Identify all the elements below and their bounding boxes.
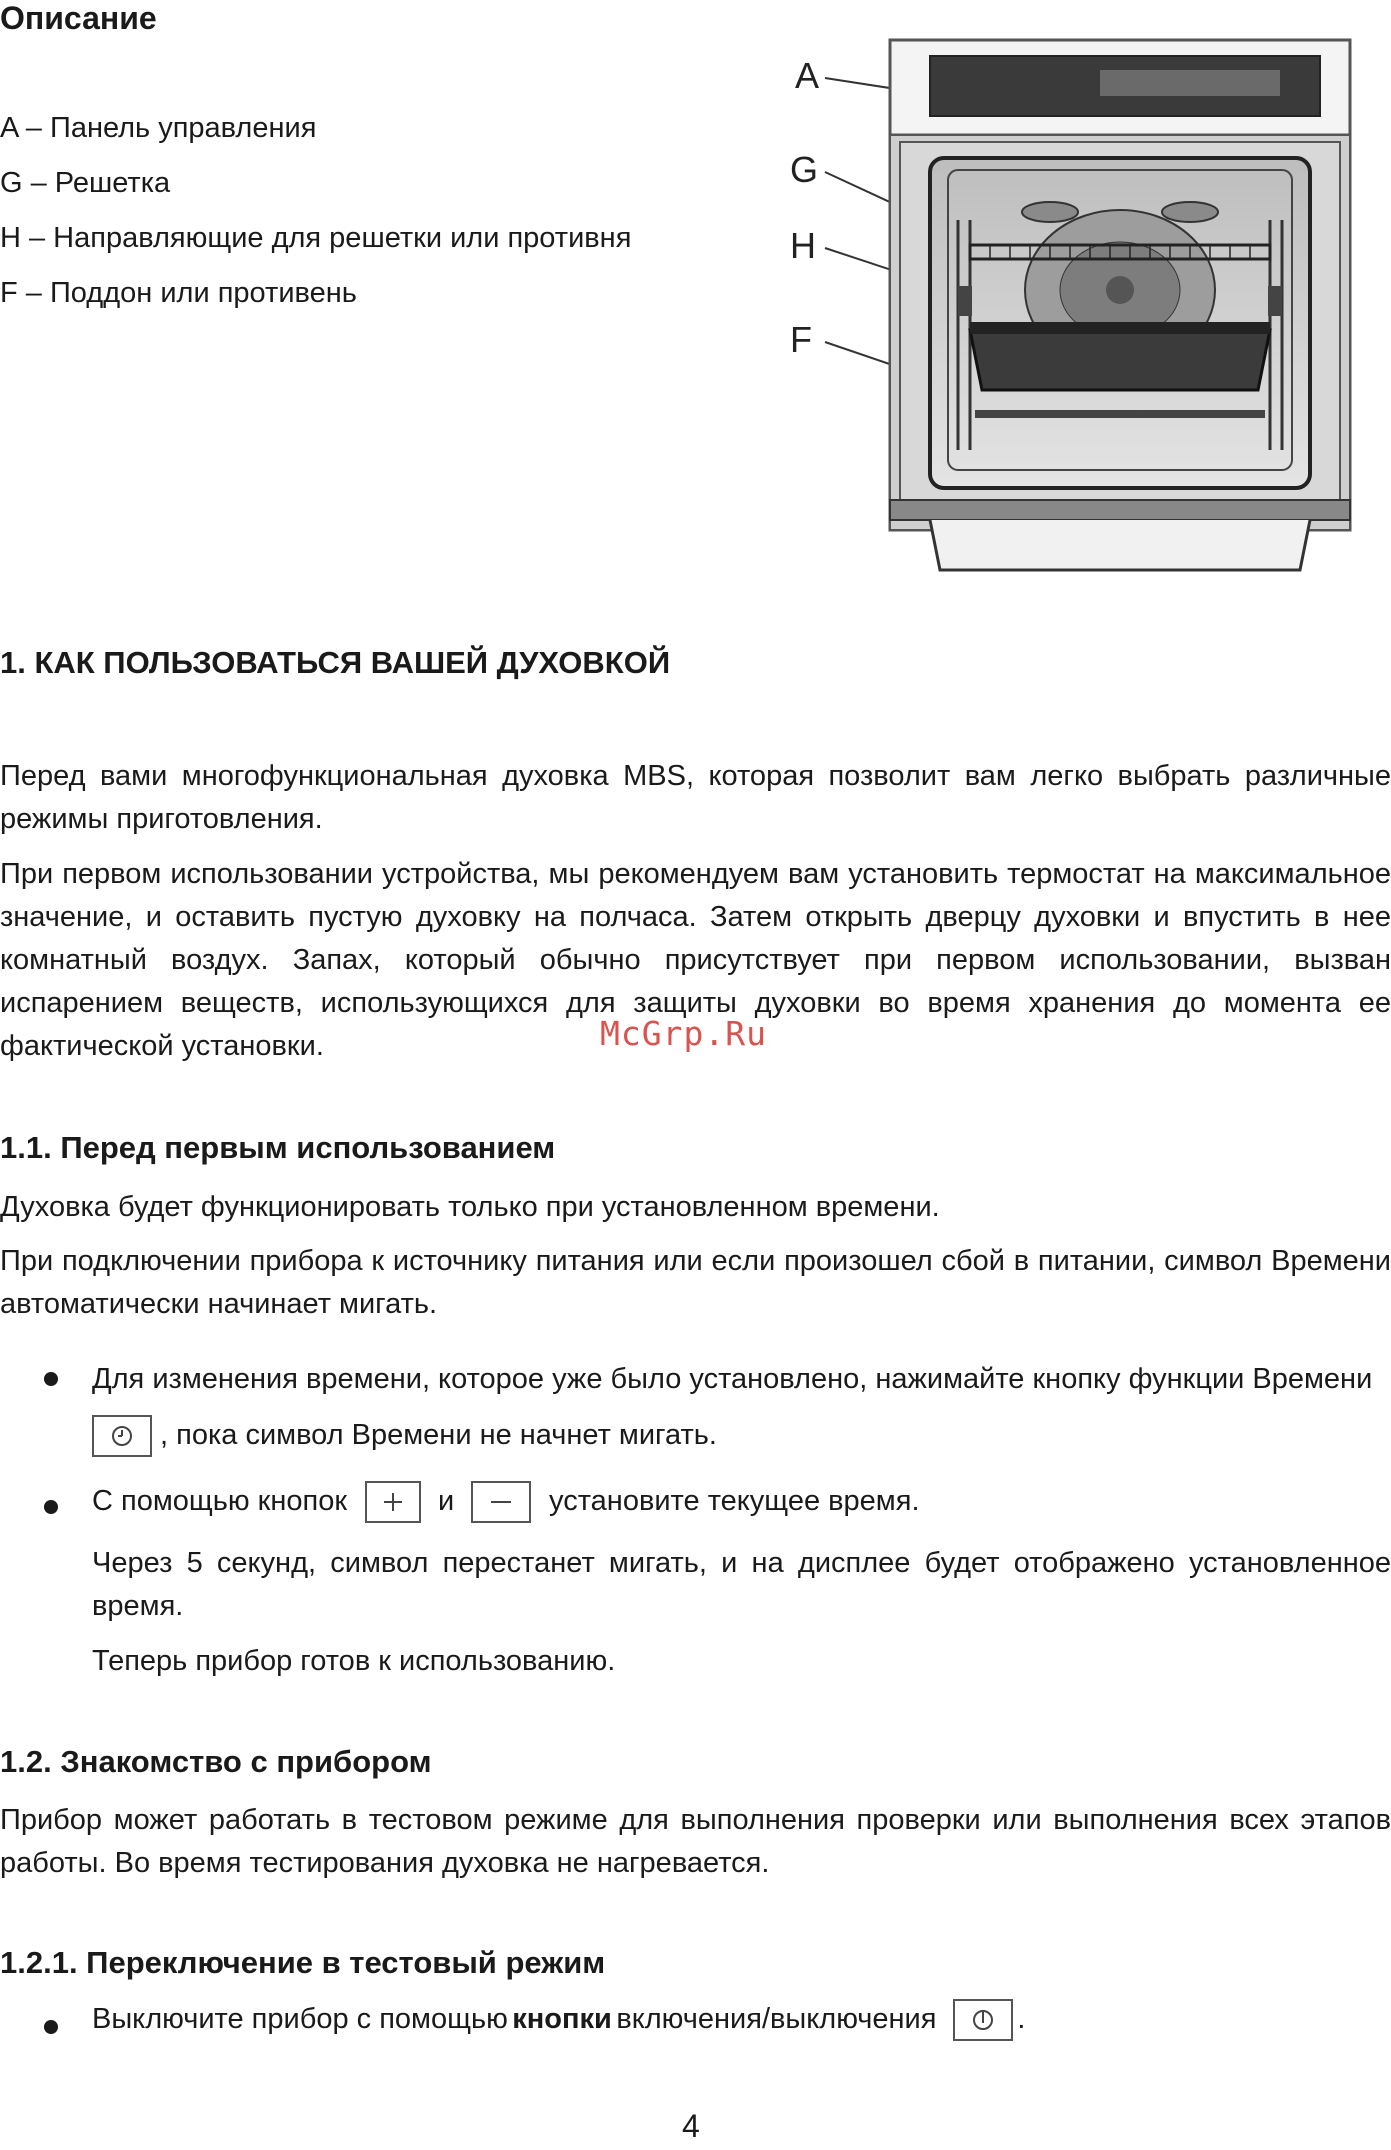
bullet-1 [44,1372,58,1386]
bullet-1-line-1: Для изменения времени, которое уже было установлено, нажимайте кнопку функции Времени [92,1363,1373,1395]
power-button[interactable] [953,1999,1013,2041]
description-title: Описание [0,0,157,36]
section-1-2-heading: 1.2. Знакомство с прибором [0,1744,432,1779]
section-1-1-paragraph-1: Духовка будет функционировать только при установленном времени. [0,1191,940,1223]
figure-label-a: A [795,55,820,96]
figure-label-g: G [790,149,819,190]
bullet-3 [44,2020,58,2034]
plus-button[interactable] [365,1481,421,1523]
bullet-3-text-2: включения/выключения [616,2003,937,2035]
watermark: McGrp.Ru [600,1014,767,1053]
clock-icon [94,1417,150,1455]
bullet-3-text-1: Выключите прибор с помощью [92,2003,508,2035]
power-icon [955,2001,1011,2039]
section-1-1-heading: 1.1. Перед первым использованием [0,1130,556,1165]
page-number: 4 [682,2108,700,2144]
figure-label-h: H [790,225,816,266]
description-item-a: A – Панель управления [0,112,317,144]
bullet-3-bold: кнопки [512,2003,612,2035]
minus-icon [473,1483,529,1521]
section-1-2-paragraph-1: Прибор может работать в тестовом режиме для выполнения проверки или выполнения всех этапов работы. Во время тестирования духовка не нагревается. [0,1804,1391,1879]
section-1-paragraph-2: При первом использовании устройства, мы рекомендуем вам установить термостат на максимальное значение, и оставить пустую духовку на полчаса. Затем открыть дверцу духовки и впустить в нее комнатный воздух. Запах, который обычно присутствует при первом использовании, вызван испарением веществ, использующихся для защиты духовки во время хранения до момента ее фактической установки. [0,858,1391,1062]
minus-button[interactable] [471,1481,531,1523]
bullet-2-line [92,1480,920,1532]
bullet-2-paragraph-2: Теперь прибор готов к использованию. [92,1645,616,1677]
bullet-2-paragraph-1: Через 5 секунд, символ перестанет мигать, и на дисплее будет отображено установленное время. [92,1547,1391,1622]
description-item-g: G – Решетка [0,167,171,199]
description-item-f: F – Поддон или противень [0,277,357,309]
bullet-2-and: и [437,1485,455,1517]
description-item-h: H – Направляющие для решетки или противня [0,222,632,254]
plus-icon [367,1483,419,1521]
section-1-paragraph-1: Перед вами многофункциональная духовка MBS, которая позволит вам легко выбрать различные режимы приготовления. [0,760,1391,835]
bullet-2 [44,1500,58,1514]
section-1-heading: 1. КАК ПОЛЬЗОВАТЬСЯ ВАШЕЙ ДУХОВКОЙ [0,645,671,680]
bullet-3-line [92,1998,1025,2050]
bullet-1-text-2: , пока символ Времени не начнет мигать. [160,1419,717,1451]
section-1-1-paragraph-2: При подключении прибора к источнику питания или если произошел сбой в питании, символ Времени автоматически начинает мигать. [0,1245,1391,1320]
figure-label-f: F [790,319,812,360]
bullet-3-end: . [1017,2003,1026,2035]
oven-diagram [780,30,1370,590]
section-1-2-1-heading: 1.2.1. Переключение в тестовый режим [0,1945,606,1980]
clock-button[interactable] [92,1415,152,1457]
bullet-2-text-1: С помощью кнопок [92,1485,348,1517]
bullet-2-text-2: установите текущее время. [549,1485,920,1517]
bullet-1-line-2 [92,1414,717,1464]
